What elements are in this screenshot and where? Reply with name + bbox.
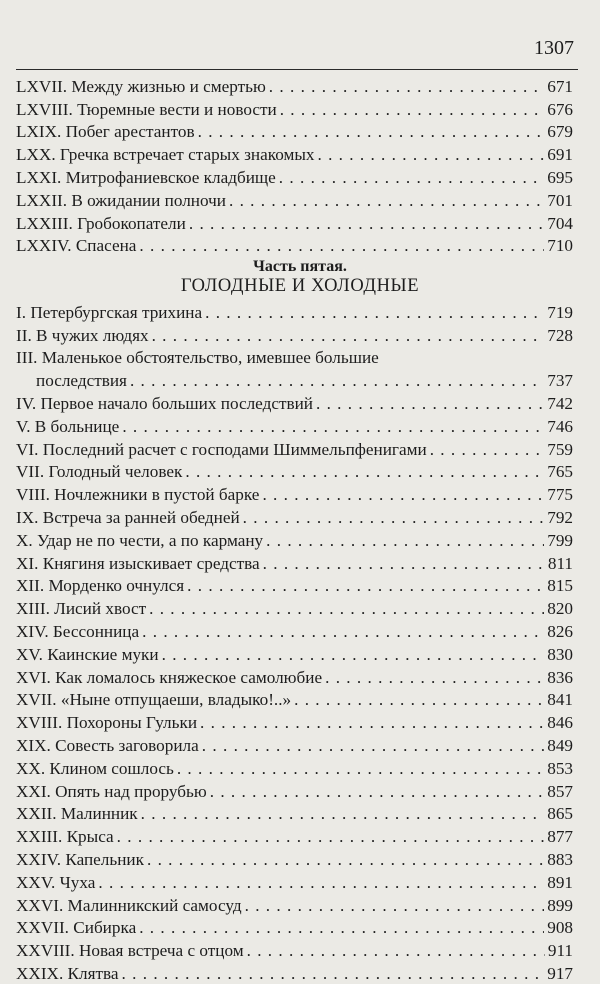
toc-entry[interactable] <box>16 802 573 825</box>
dot-leader <box>202 736 544 756</box>
toc-entry-page: 857 <box>547 781 573 801</box>
toc-entry[interactable] <box>16 74 573 97</box>
toc-entry-title: XXIII. Крыса <box>16 827 114 847</box>
dot-leader <box>122 964 545 984</box>
dot-leader <box>262 485 544 505</box>
toc-entry[interactable] <box>16 391 573 414</box>
dot-leader <box>243 508 545 528</box>
toc-entry[interactable] <box>16 234 573 257</box>
toc-entry-title: LXXII. В ожидании полночи <box>16 190 226 210</box>
toc-entry-page: 671 <box>547 76 573 96</box>
page-number: 1307 <box>534 37 574 59</box>
toc-list-bottom <box>16 300 573 984</box>
toc-entry[interactable] <box>16 346 573 392</box>
toc-entry-title: LXIX. Побег арестантов <box>16 122 195 142</box>
toc-entry-page: 695 <box>547 167 573 187</box>
toc-entry[interactable] <box>16 211 573 234</box>
dot-leader <box>316 394 544 414</box>
toc-entry-title: LXXIII. Гробокопатели <box>16 213 186 233</box>
dot-leader <box>279 168 544 188</box>
toc-entry[interactable] <box>16 414 573 437</box>
toc-entry-title: II. В чужих людях <box>16 325 149 345</box>
toc-entry[interactable] <box>16 460 573 483</box>
toc-entry-title: I. Петербургская трихина <box>16 302 203 322</box>
dot-leader <box>229 191 544 211</box>
dot-leader <box>152 326 545 346</box>
dot-leader <box>430 440 545 460</box>
toc-entry[interactable] <box>16 97 573 120</box>
toc-entry-title-continuation: последствия <box>36 371 127 391</box>
toc-entry[interactable] <box>16 596 573 619</box>
toc-entry-page: 811 <box>547 553 573 573</box>
toc-entry[interactable] <box>16 120 573 143</box>
toc-entry[interactable] <box>16 779 573 802</box>
toc-entry-page: 676 <box>547 99 573 119</box>
toc-entry-page: 765 <box>547 462 573 482</box>
toc-entry-page: 691 <box>547 145 573 165</box>
toc-entry-page: 891 <box>547 872 573 892</box>
dot-leader <box>245 896 545 916</box>
toc-entry-page: 799 <box>547 530 573 550</box>
toc-entry-page: 679 <box>547 122 573 142</box>
toc-entry-page: 899 <box>547 895 573 915</box>
dot-leader <box>266 531 544 551</box>
dot-leader <box>294 690 544 710</box>
toc-entry-title: XIV. Бессонница <box>16 621 140 641</box>
toc-entry-title: XVII. «Ныне отпущаеши, владыко!..» <box>16 690 292 710</box>
toc-entry-title: XIX. Совесть заговорила <box>16 735 199 755</box>
toc-entry[interactable] <box>16 323 573 346</box>
toc-entry-page: 830 <box>547 644 573 664</box>
toc-entry-page: 917 <box>547 963 573 983</box>
dot-leader <box>142 622 544 642</box>
toc-entry-page: 728 <box>547 325 573 345</box>
toc-entry-title: XVIII. Похороны Гульки <box>16 713 198 733</box>
dot-leader <box>162 645 545 665</box>
toc-entry-title: VII. Голодный человек <box>16 462 183 482</box>
toc-entry-page: 911 <box>547 941 573 961</box>
toc-entry-page: 759 <box>547 439 573 459</box>
toc-entry-page: 908 <box>547 918 573 938</box>
toc-entry-page: 701 <box>547 190 573 210</box>
toc-entry-title: XXIV. Капельник <box>16 849 144 869</box>
toc-entry-page: 775 <box>547 485 573 505</box>
dot-leader <box>187 576 544 596</box>
toc-entry[interactable] <box>16 756 573 779</box>
dot-leader <box>177 759 544 779</box>
toc-entry-page: 849 <box>547 735 573 755</box>
toc-entry[interactable] <box>16 870 573 893</box>
toc-entry[interactable] <box>16 482 573 505</box>
toc-entry-page: 820 <box>547 599 573 619</box>
toc-entry-title: XVI. Как ломалось княжеское самолюбие <box>16 667 323 687</box>
dot-leader <box>185 462 544 482</box>
toc-entry-title: LXVIII. Тюремные вести и новости <box>16 99 277 119</box>
toc-entry-page: 792 <box>547 507 573 527</box>
toc-entry-page: 826 <box>547 621 573 641</box>
dot-leader <box>210 782 545 802</box>
toc-entry[interactable] <box>16 916 573 939</box>
toc-entry-page: 841 <box>547 690 573 710</box>
toc-entry[interactable] <box>16 505 573 528</box>
toc-entry[interactable] <box>16 642 573 665</box>
dot-leader <box>149 599 544 619</box>
toc-entry-title: XXI. Опять над прорубью <box>16 781 207 801</box>
toc-entry[interactable] <box>16 710 573 733</box>
toc-entry[interactable] <box>16 551 573 574</box>
toc-entry-title: XX. Клином сошлось <box>16 758 174 778</box>
toc-entry-page: 877 <box>547 827 573 847</box>
toc-entry-page: 719 <box>547 302 573 322</box>
toc-entry-title: VI. Последний расчет с господами Шиммельпфенигами <box>16 439 427 459</box>
header-rule <box>16 69 578 70</box>
toc-entry-title: XXVI. Малинникский самосуд <box>16 895 242 915</box>
toc-entry-page: 710 <box>547 236 573 256</box>
toc-entry-page: 742 <box>547 393 573 413</box>
toc-entry-title: LXVII. Между жизнью и смертью <box>16 76 266 96</box>
toc-entry-page: 704 <box>547 213 573 233</box>
toc-entry[interactable] <box>16 847 573 870</box>
dot-leader <box>139 918 544 938</box>
dot-leader <box>317 145 544 165</box>
toc-entry-page: 815 <box>547 576 573 596</box>
toc-entry[interactable] <box>16 733 573 756</box>
toc-entry-title: IX. Встреча за ранней обедней <box>16 507 240 527</box>
part-title: ГОЛОДНЫЕ И ХОЛОДНЫЕ <box>180 276 420 296</box>
toc-entry-page: 836 <box>547 667 573 687</box>
toc-entry-title: LXXIV. Спасена <box>16 236 137 256</box>
toc-entry[interactable] <box>16 824 573 847</box>
dot-leader <box>200 713 544 733</box>
toc-entry[interactable] <box>16 165 573 188</box>
toc-list-top <box>16 74 573 256</box>
dot-leader <box>130 371 544 391</box>
dot-leader <box>198 122 545 142</box>
toc-entry-title: XXVII. Сибирка <box>16 918 137 938</box>
toc-entry-title: XXIX. Клятва <box>16 963 119 983</box>
toc-entry-page: 846 <box>547 713 573 733</box>
toc-entry-page: 853 <box>547 758 573 778</box>
toc-entry[interactable] <box>16 665 573 688</box>
toc-entry-title: XIII. Лисий хвост <box>16 599 147 619</box>
toc-entry-title: XI. Княгиня изыскивает средства <box>16 553 260 573</box>
toc-entry[interactable] <box>16 188 573 211</box>
dot-leader <box>325 668 544 688</box>
dot-leader <box>117 827 545 847</box>
dot-leader <box>147 850 544 870</box>
toc-entry-title: XXVIII. Новая встреча с отцом <box>16 941 244 961</box>
dot-leader <box>280 100 545 120</box>
toc-entry-page: 737 <box>547 371 573 391</box>
toc-entry-title: V. В больнице <box>16 416 120 436</box>
dot-leader <box>269 77 544 97</box>
toc-entry-title: IV. Первое начало больших последствий <box>16 393 313 413</box>
dot-leader <box>247 941 545 961</box>
dot-leader <box>141 804 545 824</box>
toc-entry-page: 883 <box>547 849 573 869</box>
toc-entry-title: LXX. Гречка встречает старых знакомых <box>16 145 315 165</box>
toc-entry[interactable] <box>16 437 573 460</box>
toc-entry-title: LXXI. Митрофаниевское кладбище <box>16 167 276 187</box>
toc-entry-title: XXII. Малинник <box>16 804 138 824</box>
toc-entry-title: III. Маленькое обстоятельство, имевшее большие <box>16 348 379 368</box>
toc-entry[interactable] <box>16 528 573 551</box>
toc-entry[interactable] <box>16 142 573 165</box>
toc-entry[interactable] <box>16 619 573 642</box>
toc-entry-title: XV. Каинские муки <box>16 644 159 664</box>
part-label: Часть пятая. <box>253 258 347 275</box>
toc-entry-page: 865 <box>547 804 573 824</box>
toc-entry-title: VIII. Ночлежники в пустой барке <box>16 485 260 505</box>
toc-entry[interactable] <box>16 961 573 984</box>
dot-leader <box>122 417 544 437</box>
toc-entry-title: XXV. Чуха <box>16 872 96 892</box>
toc-entry-title: X. Удар не по чести, а по карману <box>16 530 264 550</box>
toc-entry-title: XII. Морденко очнулся <box>16 576 185 596</box>
toc-entry[interactable] <box>16 300 573 323</box>
dot-leader <box>189 214 544 234</box>
dot-leader <box>98 873 544 893</box>
toc-entry-page: 746 <box>547 416 573 436</box>
toc-entry[interactable] <box>16 938 573 961</box>
dot-leader <box>139 236 544 256</box>
toc-entry[interactable] <box>16 574 573 597</box>
dot-leader <box>263 554 545 574</box>
toc-entry[interactable] <box>16 893 573 916</box>
toc-entry[interactable] <box>16 688 573 711</box>
dot-leader <box>205 303 544 323</box>
